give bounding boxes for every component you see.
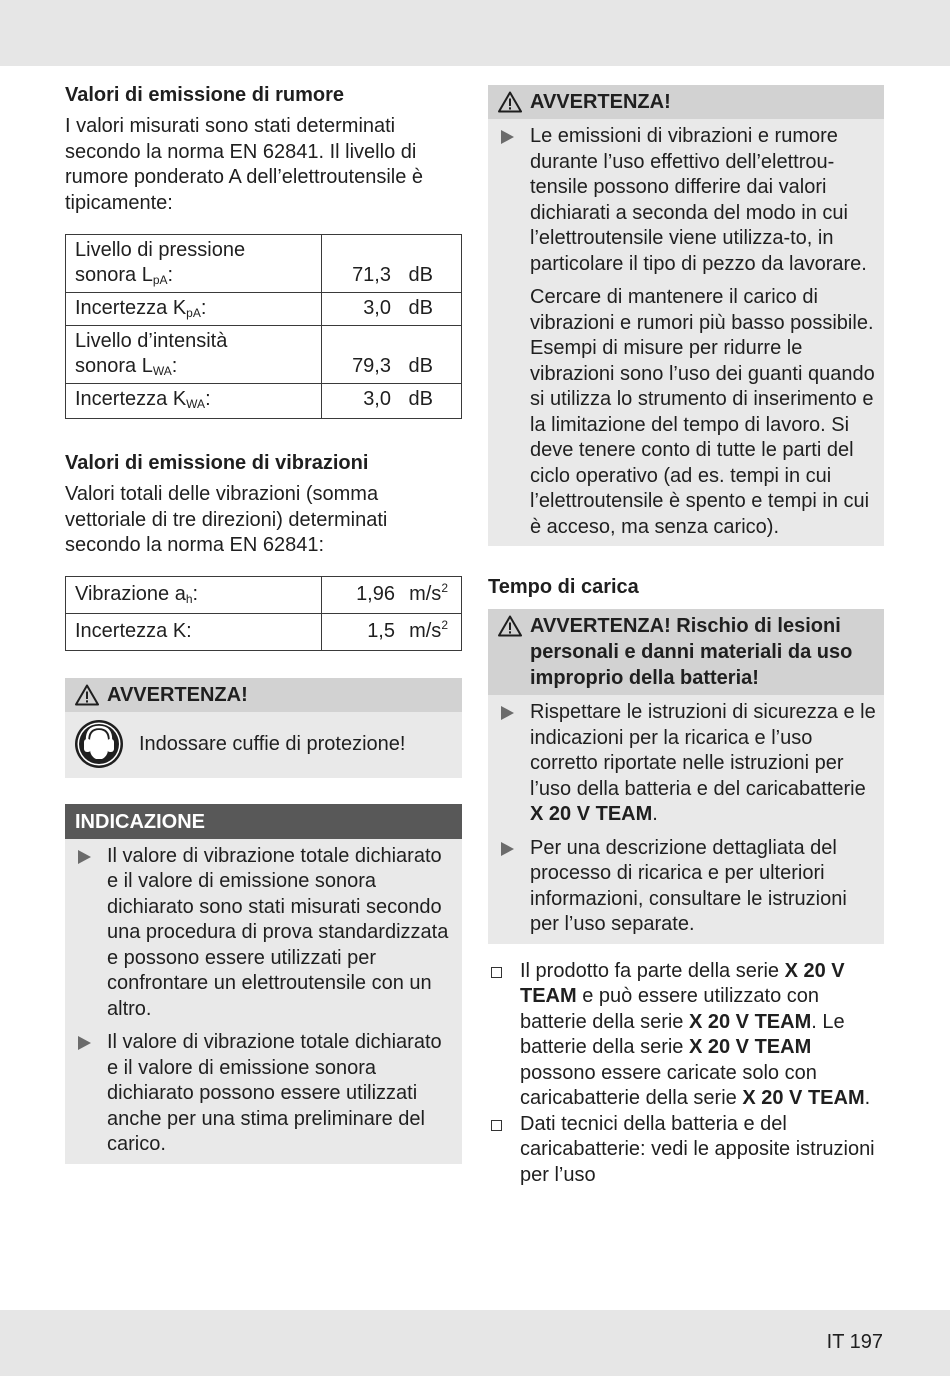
row-label-sub: h bbox=[185, 591, 193, 606]
item1-text: Il prodotto fa parte della serie bbox=[520, 959, 785, 982]
item1-text: . bbox=[864, 1087, 871, 1109]
ear-warning-box bbox=[65, 678, 462, 778]
row-value: 79,3 bbox=[352, 355, 391, 377]
vibration-intro: Valori totali delle vibrazioni (somma vettoriale di tre direzioni) determinati secondo la norma EN 62841: bbox=[65, 483, 388, 556]
row-label: Incertezza K bbox=[75, 388, 187, 410]
row-unit: m/s bbox=[409, 582, 442, 605]
row-label-line1: Livello di pressione bbox=[75, 239, 246, 261]
info-item-text: Il valore di vibrazione totale dichiarato e il valore di emissione sonora dichiarato sono stati misurati secondo una procedura di prova standardizzata e possono essere utilizzati per confrontare un elettroutensile con un altro. bbox=[107, 844, 449, 1020]
row-label-line1: Livello d’intensità bbox=[75, 330, 228, 352]
vibration-warning-title: AVVERTENZA! bbox=[530, 91, 671, 113]
arrow-bullet-icon bbox=[500, 130, 514, 144]
row-value: 1,96 bbox=[356, 582, 395, 605]
noise-heading: Valori di emissione di rumore bbox=[65, 84, 344, 106]
checkbox-square-icon bbox=[491, 1120, 502, 1131]
table-row: Vibrazione $a_h$: 1,96 $m/s^2$ bbox=[66, 576, 462, 613]
row-unit-sup: 2 bbox=[441, 617, 448, 632]
row-value: 3,0 bbox=[363, 388, 391, 410]
charging-bullet1-text: Rispettare le istruzioni di sicurezza e le indicazioni per la ricarica e l’uso corretto riportate nelle istruzioni per l’uso della batteria e del caricabatterie bbox=[530, 701, 876, 800]
row-label-sub: pA bbox=[186, 306, 201, 320]
vibration-heading: Valori di emissione di vibrazioni bbox=[65, 452, 369, 474]
list-item bbox=[488, 959, 884, 1112]
charging-bullet1-bold: X 20 V TEAM bbox=[530, 803, 653, 825]
item2-text: Dati tecnici della batteria e del caricabatterie: vedi le apposite istruzioni per l’uso bbox=[520, 1112, 875, 1186]
left-column bbox=[65, 80, 462, 1164]
charging-bullet1-end: . bbox=[652, 803, 658, 825]
item1-text: . Le batterie della serie bbox=[520, 1010, 845, 1058]
arrow-bullet-icon bbox=[77, 850, 91, 864]
vibration-warning-para2: Cercare di mantenere il carico di vibrazioni e rumori più basso possibile. Esempi di misure per ridurre le vibrazioni sono l’uso dei guanti quando si utilizza lo strumento di inserimento e la limitazione del tempo di lavoro. Si deve tenere conto di tutte le parti del ciclo operativo (ad es. tempi in cui l’elettroutensile è spento e tempi in cui è acceso, ma senza carico). bbox=[530, 286, 875, 538]
arrow-bullet-icon bbox=[500, 706, 514, 720]
vibration-warning-box bbox=[488, 85, 884, 546]
table-row: Incertezza $K_{pA}$: 3,0 dB bbox=[66, 293, 462, 326]
table-row bbox=[66, 613, 462, 650]
arrow-bullet-icon bbox=[77, 1036, 91, 1050]
row-label: Incertezza K: bbox=[75, 619, 192, 642]
table-row: Incertezza $K_{WA}$: 3,0 dB bbox=[66, 384, 462, 419]
charging-bullet2: Per una descrizione dettagliata del processo di ricarica e per ulteriori informazioni, consultare le istruzioni per l’uso separate. bbox=[530, 836, 847, 935]
list-item bbox=[488, 700, 876, 828]
list-item bbox=[488, 1112, 884, 1189]
info-box bbox=[65, 804, 462, 1164]
item1-bold: X 20 V TEAM bbox=[688, 1036, 812, 1058]
checkbox-square-icon bbox=[491, 967, 502, 978]
charging-heading: Tempo di carica bbox=[488, 576, 639, 598]
row-value: 71,3 bbox=[352, 264, 391, 286]
page-number: IT 197 bbox=[826, 1331, 883, 1353]
ear-warning-text: Indossare cuffie di protezione! bbox=[139, 732, 406, 755]
right-column bbox=[488, 85, 884, 1188]
row-label: sonora L bbox=[75, 264, 153, 286]
list-item bbox=[488, 285, 876, 540]
ear-protection-icon bbox=[74, 719, 124, 769]
list-item bbox=[65, 844, 454, 1023]
item1-text: possono essere caricate solo con caricabatterie della serie bbox=[520, 1061, 817, 1109]
info-title: INDICAZIONE bbox=[65, 804, 462, 839]
info-item-text: Il valore di vibrazione totale dichiarato e il valore di emissione sonora dichiarato possono essere utilizzati anche per una stima preliminare del carico. bbox=[107, 1031, 442, 1155]
table-row: Livello d’intensità sonora $L_{WA}$: 79,3 dB bbox=[66, 326, 462, 384]
vibration-table bbox=[65, 576, 462, 651]
charging-warning-box bbox=[488, 609, 884, 944]
item1-text: e può essere utilizzato con batterie della serie bbox=[520, 985, 820, 1033]
item1-bold: X 20 V TEAM bbox=[742, 1087, 865, 1109]
list-item bbox=[488, 124, 876, 277]
vibration-warning-para1: Le emissioni di vibrazioni e rumore durante l’uso effettivo dell’elettrou-tensile possono differire dai valori dichiarati a seconda del modo in cui l’elettroutensile viene utilizza-to, in particolare il tipo di pezzo da lavorare. bbox=[530, 125, 867, 275]
row-label: Incertezza K bbox=[75, 297, 187, 319]
header-band bbox=[0, 0, 950, 66]
row-label-sub: WA bbox=[186, 397, 206, 411]
list-item bbox=[488, 836, 876, 938]
warning-triangle-icon bbox=[498, 91, 522, 113]
row-value: 1,5 bbox=[367, 619, 395, 642]
row-unit-sup: 2 bbox=[441, 580, 448, 595]
charging-warning-title: AVVERTENZA! Rischio di lesioni personali e danni materiali da uso improprio della batteria! bbox=[530, 615, 853, 689]
noise-intro: I valori misurati sono stati determinati secondo la norma EN 62841. Il livello di rumore ponderato A dell’elettroutensile è tipicamente: bbox=[65, 115, 424, 214]
row-label-sub: pA bbox=[152, 273, 168, 287]
arrow-bullet-icon bbox=[500, 842, 514, 856]
ear-warning-title: AVVERTENZA! bbox=[107, 683, 248, 706]
row-unit: dB bbox=[408, 388, 433, 410]
item1-bold: X 20 V TEAM bbox=[688, 1010, 812, 1033]
table-row: Livello di pressione sonora $L_{pA}$: 71,3 dB bbox=[66, 235, 462, 293]
row-unit: m/s bbox=[409, 619, 442, 642]
row-unit: dB bbox=[408, 264, 433, 286]
warning-triangle-icon bbox=[498, 615, 522, 637]
row-label-sub: WA bbox=[152, 364, 172, 378]
list-item bbox=[65, 1030, 454, 1158]
row-unit: dB bbox=[408, 297, 433, 319]
row-unit: dB bbox=[408, 355, 433, 377]
item1-bold: X 20 V TEAM bbox=[520, 959, 845, 1007]
footer-band bbox=[0, 1310, 950, 1376]
row-label: sonora L bbox=[75, 355, 153, 377]
warning-triangle-icon bbox=[75, 684, 99, 706]
row-value: 3,0 bbox=[363, 297, 391, 319]
row-label: Vibrazione a bbox=[75, 582, 186, 605]
noise-table bbox=[65, 234, 462, 419]
